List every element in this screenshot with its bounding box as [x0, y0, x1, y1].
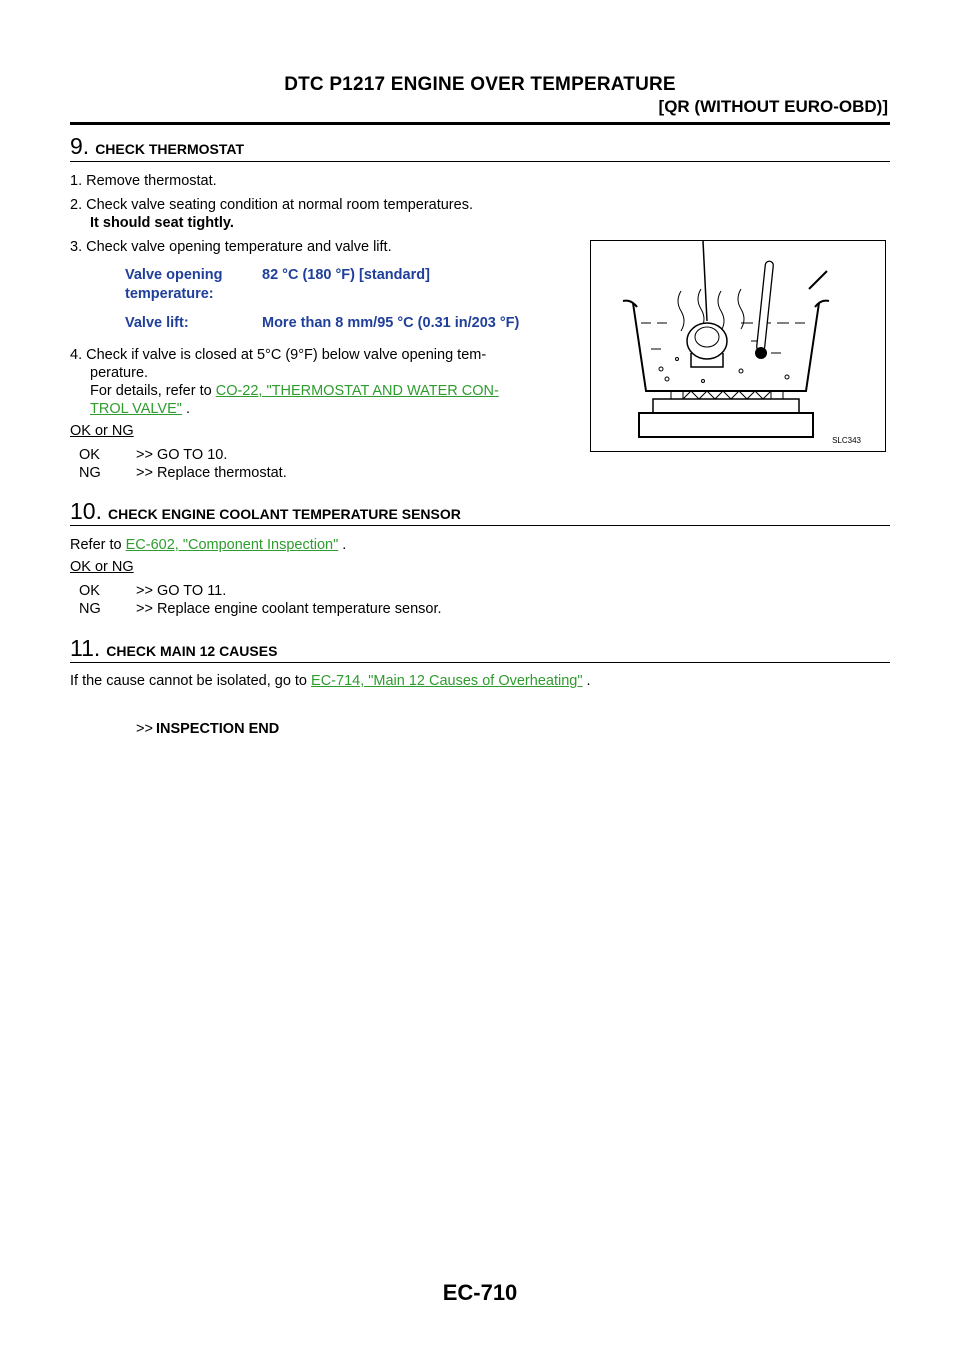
step-9-item-4-line-2: perature.	[90, 365, 149, 381]
co-22-link-cont[interactable]: TROL VALVE"	[90, 401, 182, 417]
step-10-ok-ng: OK or NG	[70, 559, 134, 575]
spec-label-lift: Valve lift:	[125, 315, 189, 331]
step-9-ok-label: OK	[79, 447, 100, 463]
step-9-ng-label: NG	[79, 465, 101, 481]
step-9-ok-action: >> GO TO 10.	[136, 447, 228, 463]
page-number: EC-710	[442, 1280, 518, 1305]
step-9-rule	[70, 161, 890, 162]
step-9-number: 9.	[70, 133, 90, 159]
co-22-link[interactable]: CO-22, "THERMOSTAT AND WATER CON-	[215, 383, 499, 399]
step-11-heading	[70, 635, 890, 662]
ec-602-link[interactable]: EC-602, "Component Inspection"	[125, 537, 339, 553]
thermostat-figure	[590, 240, 886, 452]
header-rule	[70, 122, 890, 125]
step-10-title: CHECK ENGINE COOLANT TEMPERATURE SENSOR	[107, 506, 461, 522]
step-10-ng-action: >> Replace engine coolant temperature sensor.	[136, 601, 442, 617]
step-9-ok-ng: OK or NG	[70, 423, 134, 439]
step-9-item-4-ref: For details, refer to CO-22, "THERMOSTAT AND WATER CON-	[90, 383, 499, 399]
spec-label-opening: Valve opening	[125, 267, 223, 283]
step-9-item-2-note: It should seat tightly.	[90, 215, 234, 231]
step-10-ref: Refer to EC-602, "Component Inspection" .	[70, 537, 347, 553]
spec-value-opening: 82 °C (180 °F) [standard]	[262, 267, 430, 283]
inspection-end: >> INSPECTION END	[136, 721, 280, 737]
figure-id: SLC343	[832, 436, 861, 445]
step-9-heading	[70, 133, 890, 160]
page-title: DTC P1217 ENGINE OVER TEMPERATURE	[284, 74, 676, 95]
step-11-rule	[70, 662, 890, 663]
step-10-ok-action: >> GO TO 11.	[136, 583, 227, 599]
spec-value-lift: More than 8 mm/95 °C (0.31 in/203 °F)	[262, 315, 520, 331]
step-9-item-2: 2. Check valve seating condition at normal room temperatures.	[70, 197, 473, 213]
step-11-text: If the cause cannot be isolated, go to EC-714, "Main 12 Causes of Overheating" .	[70, 673, 591, 689]
ec-714-link[interactable]: EC-714, "Main 12 Causes of Overheating"	[311, 673, 583, 689]
step-11-number: 11.	[70, 635, 101, 661]
step-9-item-4-ref-2: TROL VALVE" .	[90, 401, 190, 417]
thermostat-test-illustration	[591, 241, 885, 451]
page-subtitle: [QR (WITHOUT EURO-OBD)]	[658, 97, 888, 116]
inspection-end-label: INSPECTION END	[155, 721, 280, 737]
step-10-number: 10.	[70, 498, 102, 524]
step-10-ng-label: NG	[79, 601, 101, 617]
step-9-item-4-line-1: 4. Check if valve is closed at 5°C (9°F) below valve opening tem-	[70, 347, 487, 363]
step-11-title: CHECK MAIN 12 CAUSES	[106, 643, 278, 659]
step-9-title: CHECK THERMOSTAT	[95, 141, 244, 157]
step-9-item-1: 1. Remove thermostat.	[70, 173, 217, 189]
step-9-item-3: 3. Check valve opening temperature and valve lift.	[70, 239, 392, 255]
step-10-ok-label: OK	[79, 583, 100, 599]
step-10-heading	[70, 498, 890, 525]
step-9-ng-action: >> Replace thermostat.	[136, 465, 287, 481]
spec-label-opening-2: temperature:	[125, 286, 214, 302]
step-10-rule	[70, 525, 890, 526]
